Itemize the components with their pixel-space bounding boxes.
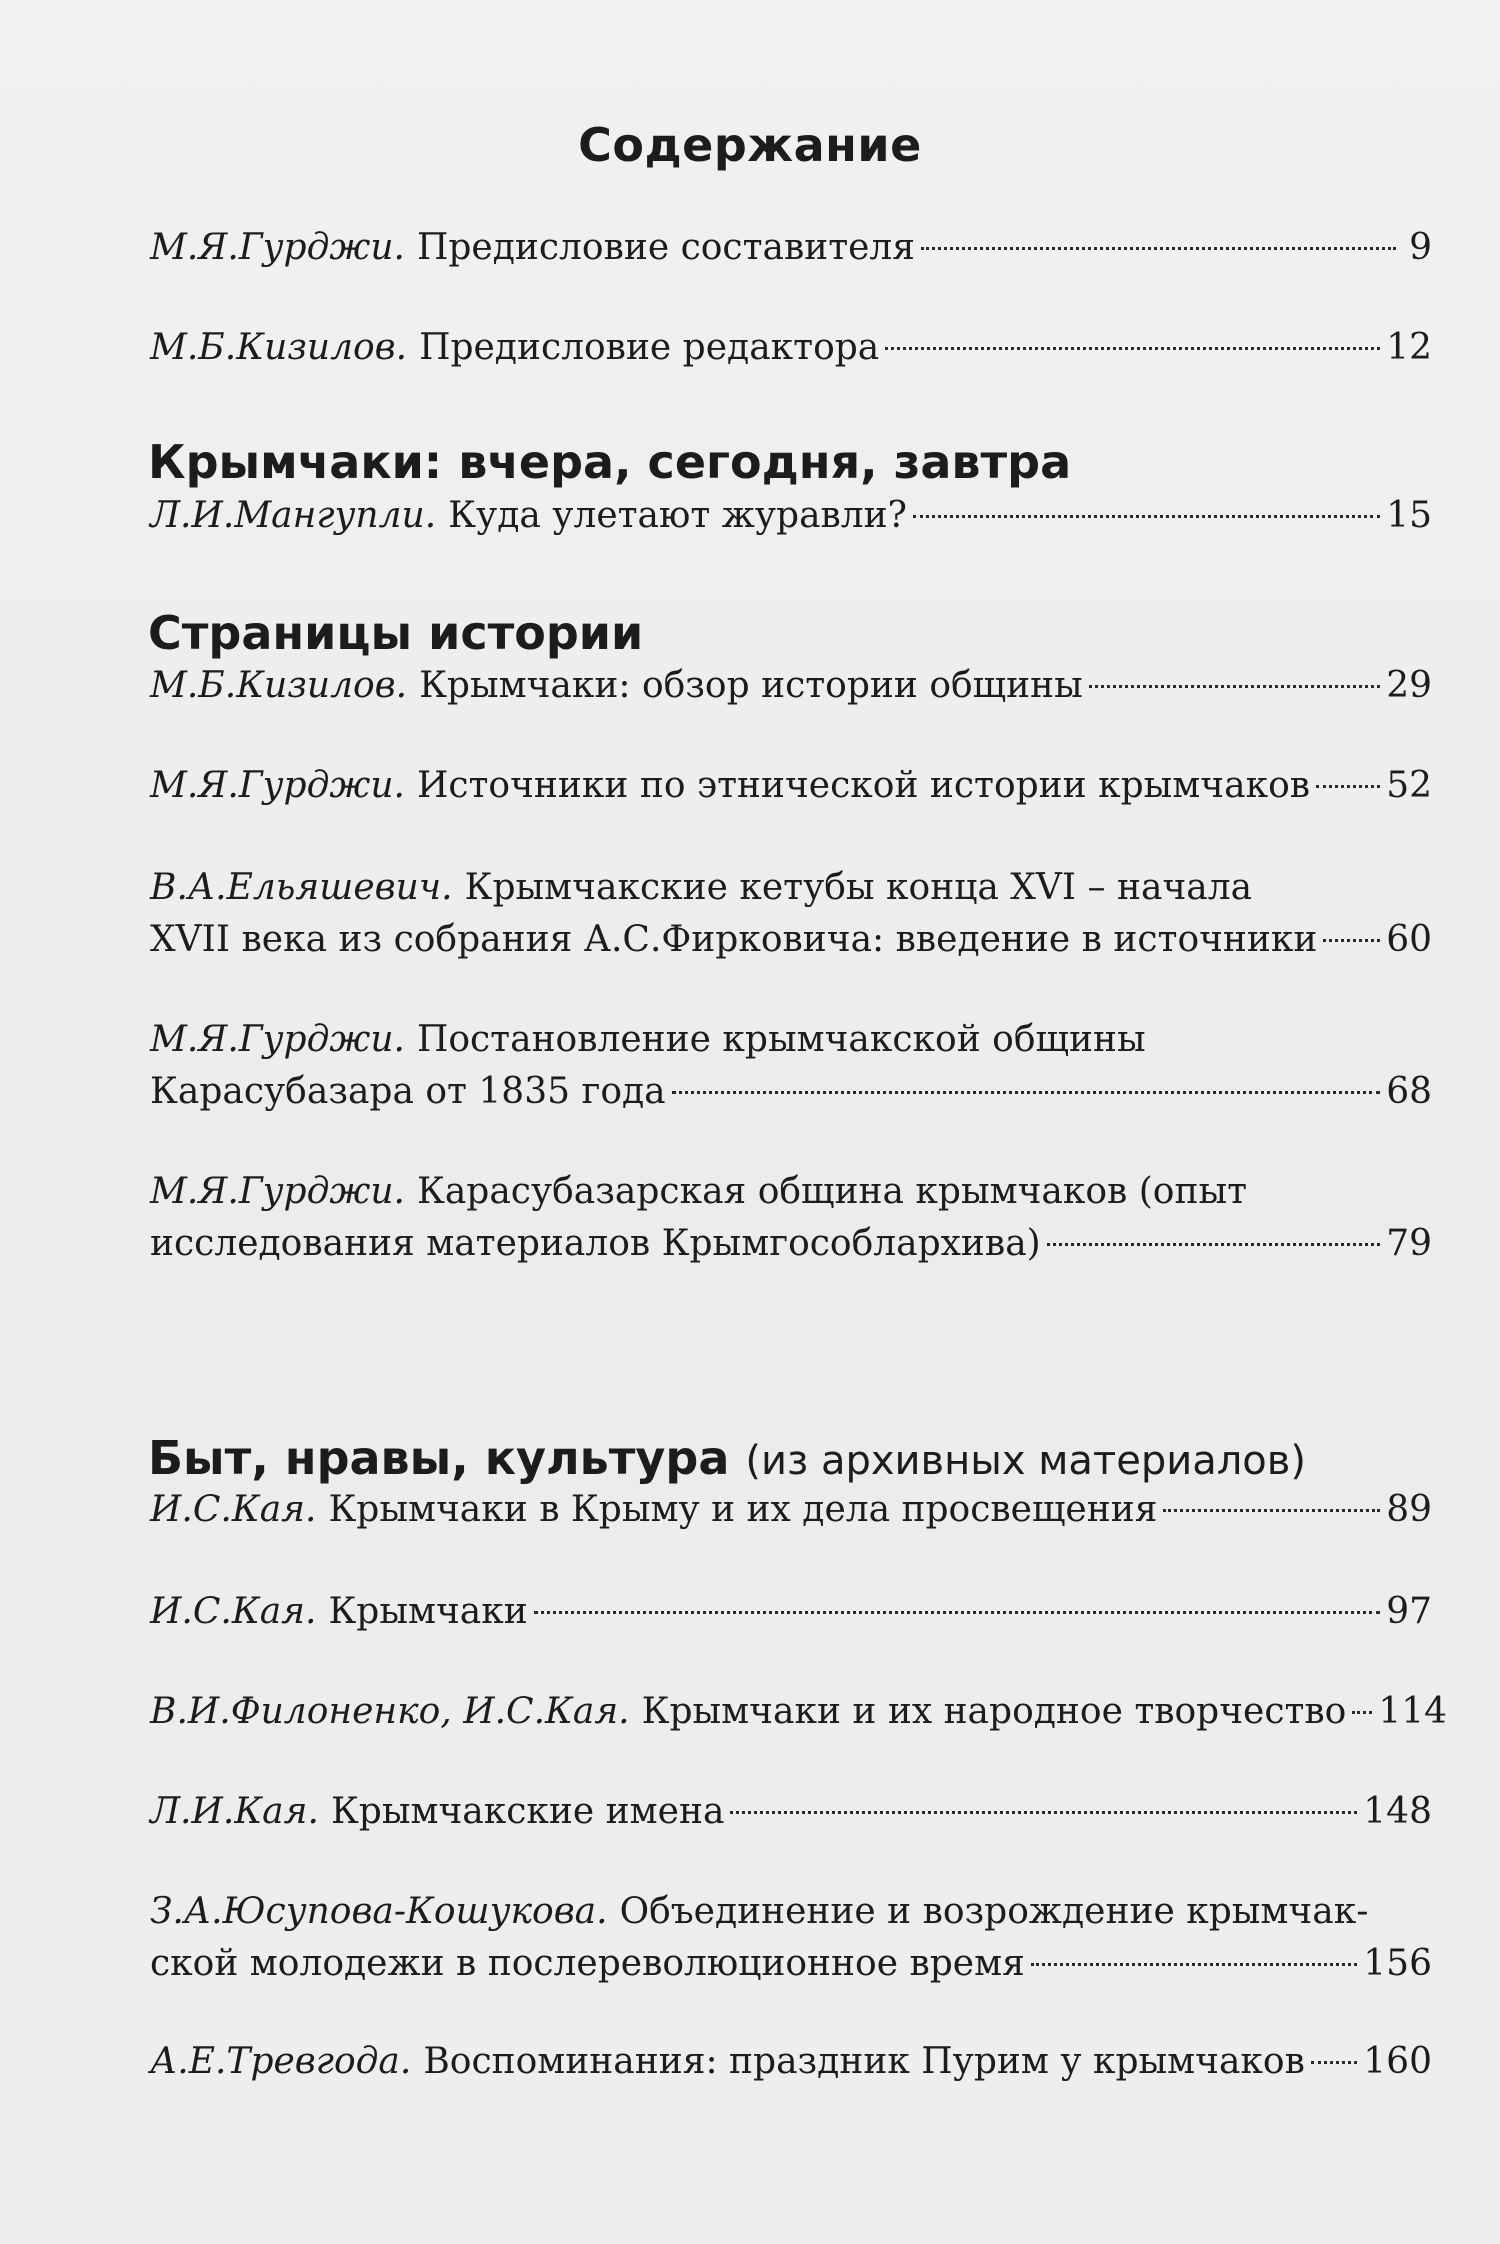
toc-entry	[150, 862, 1432, 966]
entry-page-number: 97	[1386, 1591, 1432, 1632]
toc-entry-line	[150, 1014, 1432, 1066]
entry-page-number: 52	[1386, 765, 1432, 806]
toc-entry-line	[150, 2036, 1432, 2088]
entry-author: З.А.Юсупова-Кошукова.	[150, 1891, 608, 1932]
dot-leader	[913, 515, 1380, 518]
section-heading	[148, 605, 643, 661]
toc-entry	[150, 1166, 1432, 1270]
entry-title: Крымчаки	[328, 1591, 528, 1632]
toc-entry	[150, 2036, 1432, 2088]
toc-entry-line	[150, 1066, 1432, 1118]
entry-page-number: 12	[1386, 327, 1432, 368]
toc-entry-preface-compiler	[150, 222, 1432, 274]
entry-author: Л.И.Кая.	[150, 1791, 319, 1832]
entry-page-number: 15	[1386, 495, 1432, 536]
toc-entry	[150, 490, 1432, 542]
dot-leader	[1089, 685, 1380, 688]
toc-entry	[150, 660, 1432, 712]
toc-entry-line	[150, 1686, 1448, 1738]
entry-page-number: 160	[1363, 2041, 1432, 2082]
entry-author: М.Я.Гурджи.	[150, 1171, 405, 1212]
toc-entry-preface-editor	[150, 322, 1432, 374]
toc-entry	[150, 1786, 1432, 1838]
entry-title-continued: исследования материалов Крымгособлархива)	[150, 1223, 1041, 1264]
entry-author: Л.И.Мангупли.	[150, 495, 437, 536]
toc-entry-line	[150, 222, 1432, 274]
section-heading-text: Страницы истории	[148, 606, 644, 660]
dot-leader	[1047, 1243, 1380, 1246]
entry-author: И.С.Кая.	[150, 1591, 317, 1632]
entry-author: М.Б.Кизилов.	[150, 327, 408, 368]
entry-page-number: 148	[1363, 1791, 1432, 1832]
entry-title: Воспоминания: праздник Пурим у крымчаков	[423, 2041, 1305, 2082]
entry-title: Карасубазарская община крымчаков (опыт	[416, 1171, 1248, 1212]
toc-entry-line	[150, 862, 1432, 914]
entry-title: Предисловие редактора	[419, 327, 880, 368]
entry-author: М.Я.Гурджи.	[150, 1019, 405, 1060]
toc-entry-line	[150, 490, 1432, 542]
toc-entry	[150, 1014, 1432, 1118]
entry-title: Предисловие составителя	[416, 227, 916, 268]
toc-entry-line	[150, 1166, 1432, 1218]
entry-title-continued: Карасубазара от 1835 года	[150, 1071, 666, 1112]
toc-entry-line	[150, 1484, 1432, 1536]
entry-title: Крымчаки: обзор истории общины	[419, 665, 1083, 706]
entry-page-number: 9	[1409, 227, 1432, 268]
toc-entry	[150, 1586, 1432, 1638]
entry-page-number: 29	[1386, 665, 1432, 706]
toc-title: Содержание	[578, 118, 922, 172]
entry-page-number: 156	[1363, 1943, 1432, 1984]
entry-title-continued: ской молодежи в послереволюционное время	[150, 1943, 1025, 1984]
section-heading-text: Быт, нравы, культура	[148, 1431, 730, 1485]
entry-title-continued: XVII века из собрания А.С.Фирковича: введение в источники	[150, 919, 1318, 960]
dot-leader	[885, 347, 1380, 350]
toc-entry	[150, 1886, 1432, 1990]
toc-entry-line	[150, 914, 1432, 966]
dot-leader	[1316, 785, 1380, 788]
toc-entry-line	[150, 1938, 1432, 1990]
dot-leader	[730, 1811, 1357, 1814]
dot-leader	[672, 1091, 1381, 1094]
toc-entry-line	[150, 660, 1432, 712]
entry-author: И.С.Кая.	[150, 1489, 317, 1530]
entry-author: А.Е.Тревгода.	[150, 2041, 412, 2082]
dot-leader	[1323, 939, 1380, 942]
dot-leader	[1163, 1509, 1380, 1512]
dot-leader	[1311, 2061, 1357, 2064]
entry-page-number: 79	[1386, 1223, 1432, 1264]
section-heading	[148, 1430, 1306, 1489]
entry-title: Объединение и возрождение крымчак-	[619, 1891, 1369, 1932]
entry-author: В.А.Ельяшевич.	[150, 867, 453, 908]
dot-leader	[1031, 1963, 1357, 1966]
section-heading	[148, 434, 1071, 490]
toc-entry	[150, 1484, 1432, 1536]
toc-entry-line	[150, 322, 1432, 374]
toc-entry-line	[150, 1218, 1432, 1270]
entry-title: Источники по этнической истории крымчаков	[416, 765, 1311, 806]
entry-author: В.И.Филоненко, И.С.Кая.	[150, 1691, 630, 1732]
toc-entry-line	[150, 1886, 1432, 1938]
toc-entry-line	[150, 1586, 1432, 1638]
entry-page-number: 114	[1378, 1691, 1448, 1732]
entry-author: М.Б.Кизилов.	[150, 665, 408, 706]
entry-title: Крымчаки в Крыму и их дела просвещения	[328, 1489, 1158, 1530]
toc-entry	[150, 760, 1432, 812]
toc-entry-line	[150, 1786, 1432, 1838]
section-heading-note: (из архивных материалов)	[745, 1438, 1306, 1484]
entry-author: М.Я.Гурджи.	[150, 765, 405, 806]
toc-entry	[150, 1686, 1448, 1738]
entry-page-number: 89	[1386, 1489, 1432, 1530]
toc-entry-line	[150, 760, 1432, 812]
dot-leader	[921, 247, 1396, 250]
entry-page-number: 68	[1386, 1071, 1432, 1112]
entry-author: М.Я.Гурджи.	[150, 227, 405, 268]
entry-page-number: 60	[1386, 919, 1432, 960]
entry-title: Куда улетают журавли?	[448, 495, 907, 536]
entry-title: Крымчаки и их народное творчество	[641, 1691, 1347, 1732]
dot-leader	[534, 1611, 1380, 1614]
entry-title: Крымчакские кетубы конца XVI – начала	[464, 867, 1253, 908]
dot-leader	[1352, 1711, 1372, 1714]
section-heading-text: Крымчаки: вчера, сегодня, завтра	[148, 435, 1072, 489]
entry-title: Крымчакские имена	[330, 1791, 725, 1832]
entry-title: Постановление крымчакской общины	[416, 1019, 1146, 1060]
